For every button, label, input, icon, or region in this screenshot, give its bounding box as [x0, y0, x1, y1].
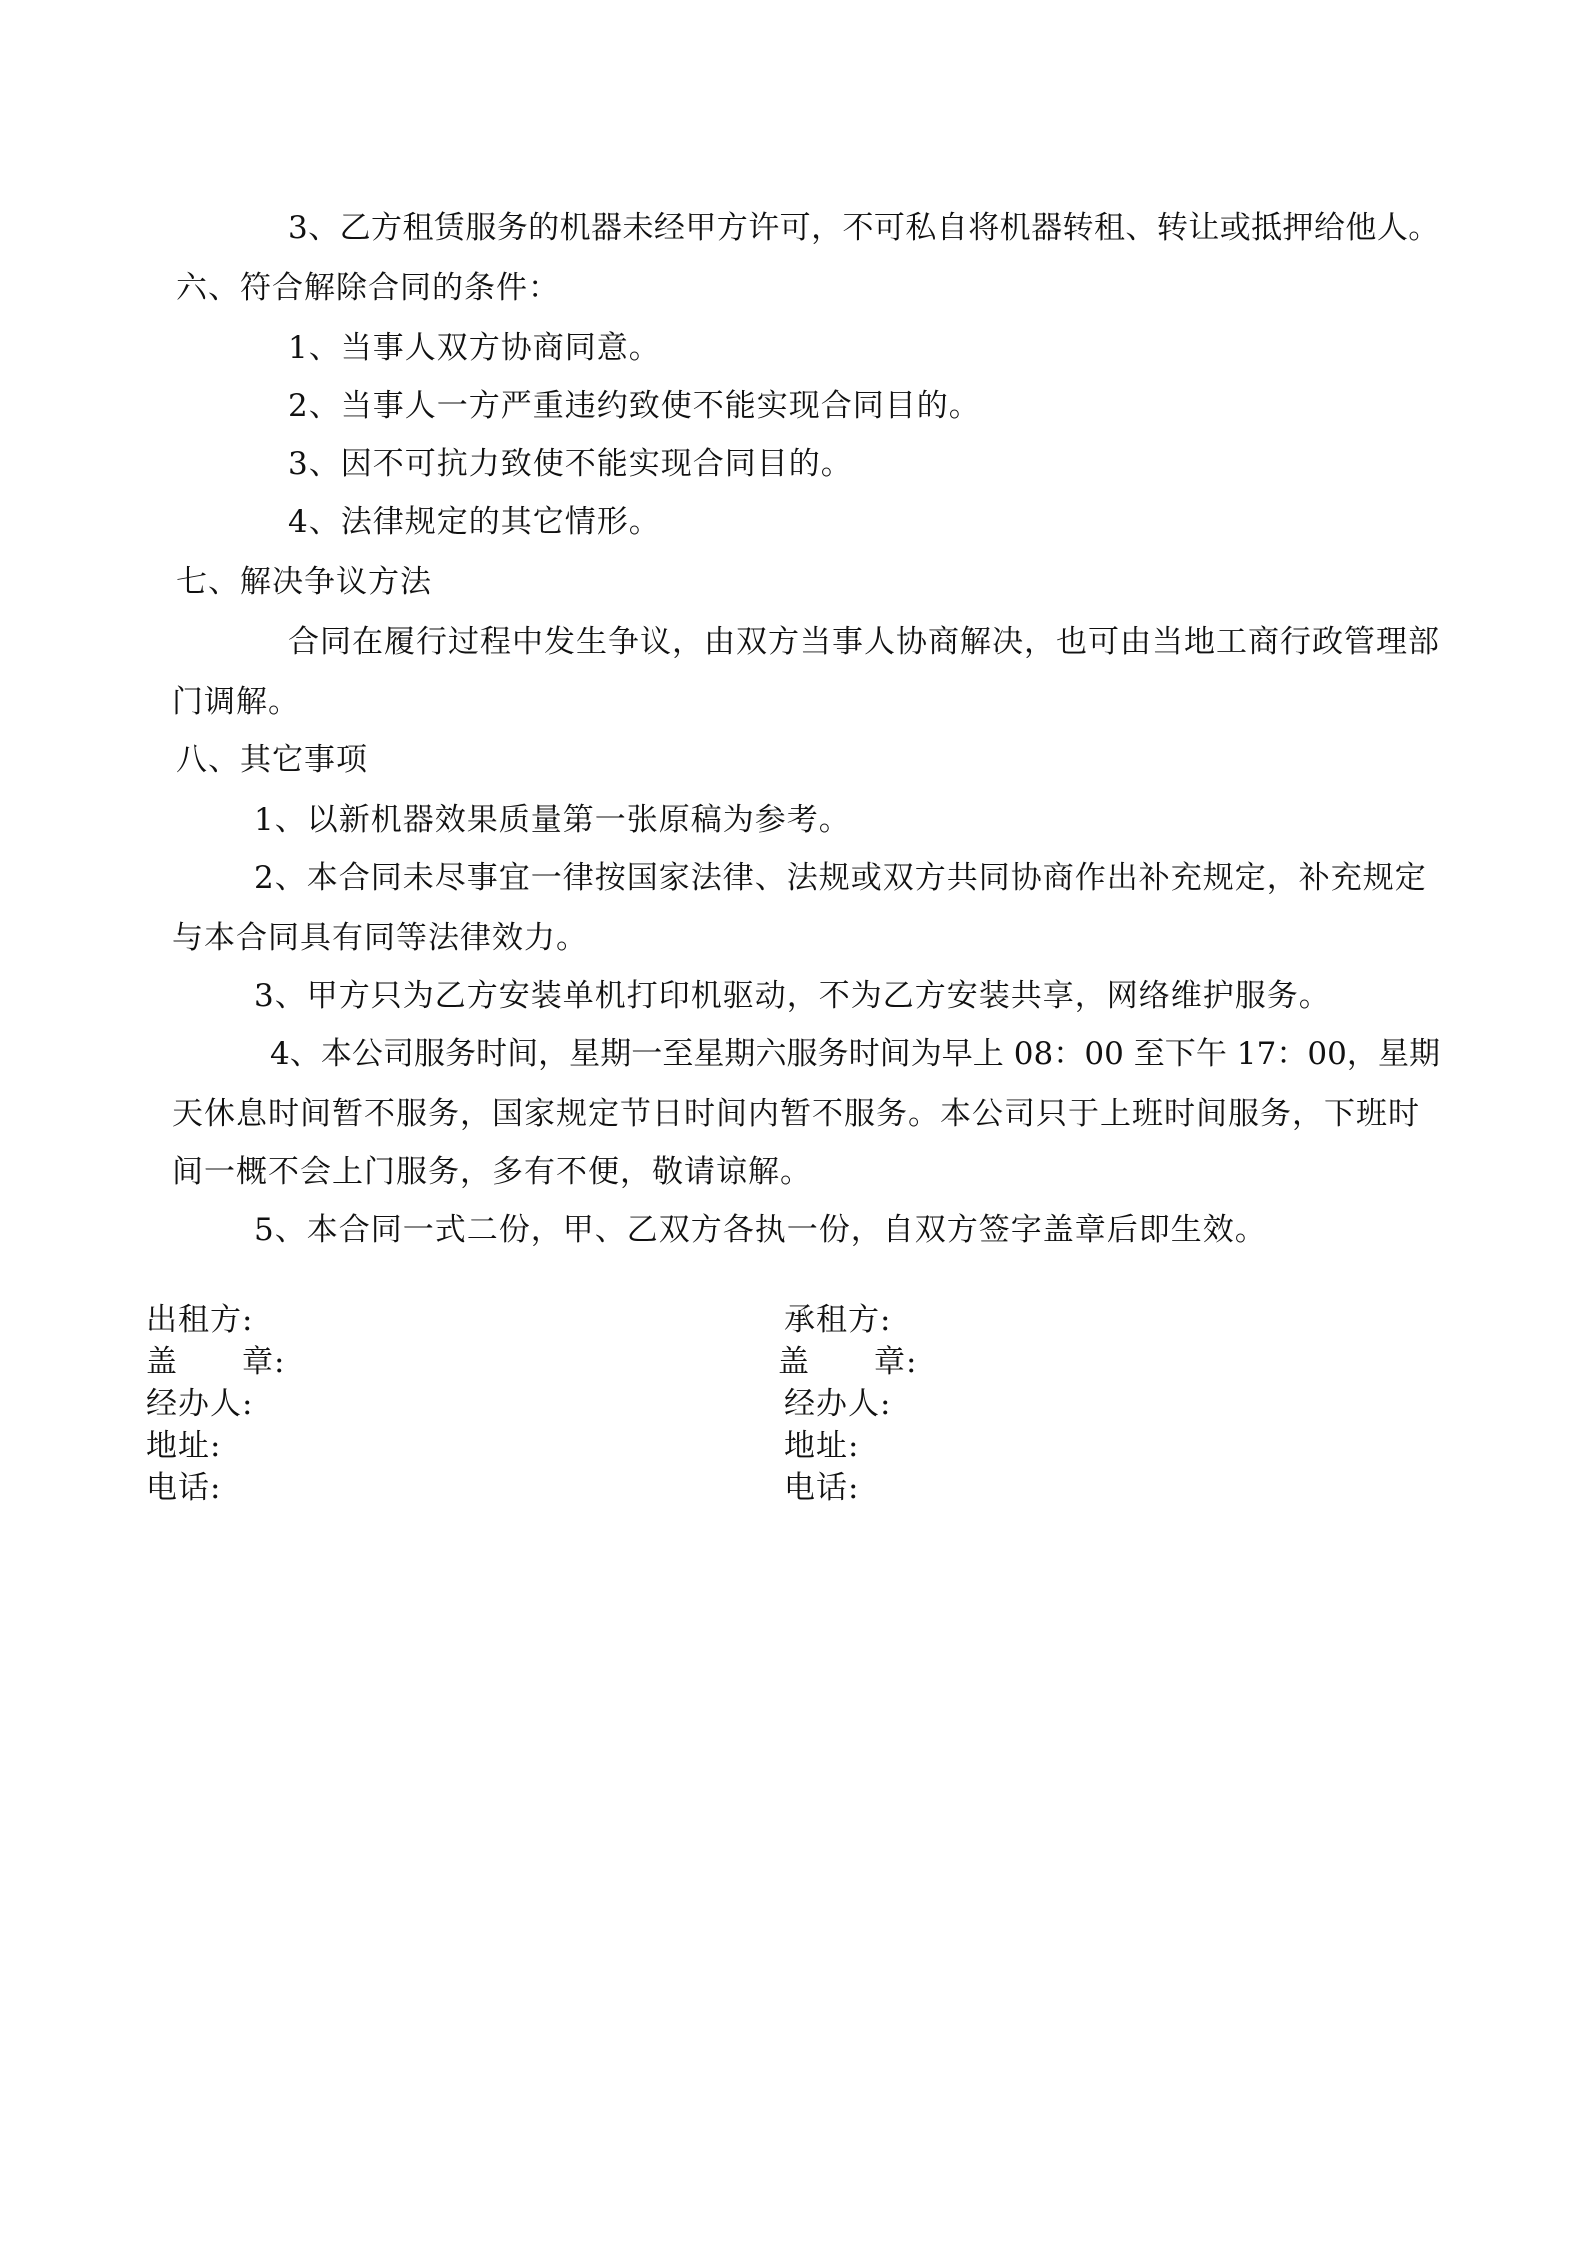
lessor-agent-label: 经办人: [146, 1386, 254, 1422]
lessee-party-label: 承租方: [784, 1302, 892, 1338]
clause-8-1: 1、以新机器效果质量第一张原稿为参考。 [254, 802, 851, 838]
clause-6-3: 3、因不可抗力致使不能实现合同目的。 [288, 446, 853, 482]
clause-5-3: 3、乙方租赁服务的机器未经甲方许可，不可私自将机器转租、转让或抵押给他人。 [288, 210, 1440, 246]
clause-8-2-line-1: 2、本合同未尽事宜一律按国家法律、法规或双方共同协商作出补充规定，补充规定 [254, 860, 1427, 896]
lessee-agent-label: 经办人: [784, 1386, 892, 1422]
clause-8-5: 5、本合同一式二份，甲、乙双方各执一份，自双方签字盖章后即生效。 [254, 1212, 1267, 1248]
lessee-phone-label: 电话: [784, 1470, 860, 1506]
clause-8-4-line-1: 4、本公司服务时间，星期一至星期六服务时间为早上 08：00 至下午 17：00，星期 [270, 1036, 1441, 1072]
lessee-address-label: 地址: [784, 1428, 860, 1464]
clause-8-2-line-2: 与本合同具有同等法律效力。 [172, 920, 588, 956]
clause-7-body-line-1: 合同在履行过程中发生争议，由双方当事人协商解决，也可由当地工商行政管理部 [288, 624, 1440, 660]
section-8-heading: 八、其它事项 [176, 742, 368, 778]
clause-8-3: 3、甲方只为乙方安装单机打印机驱动，不为乙方安装共享，网络维护服务。 [254, 978, 1331, 1014]
lessor-party-label: 出租方: [146, 1302, 254, 1338]
lessor-phone-label: 电话: [146, 1470, 222, 1506]
clause-8-4-line-2: 天休息时间暂不服务，国家规定节日时间内暂不服务。本公司只于上班时间服务，下班时 [172, 1096, 1420, 1132]
clause-6-1: 1、当事人双方协商同意。 [288, 330, 661, 366]
clause-8-4-line-3: 间一概不会上门服务，多有不便，敬请谅解。 [172, 1154, 812, 1190]
clause-6-4: 4、法律规定的其它情形。 [288, 504, 661, 540]
section-6-heading: 六、符合解除合同的条件： [176, 270, 560, 306]
lessee-seal-label: 盖 章: [778, 1344, 918, 1380]
clause-7-body-line-2: 门调解。 [172, 684, 300, 720]
clause-6-2: 2、当事人一方严重违约致使不能实现合同目的。 [288, 388, 981, 424]
lessor-address-label: 地址: [146, 1428, 222, 1464]
section-7-heading: 七、解决争议方法 [176, 564, 432, 600]
lessor-seal-label: 盖 章: [146, 1344, 286, 1380]
